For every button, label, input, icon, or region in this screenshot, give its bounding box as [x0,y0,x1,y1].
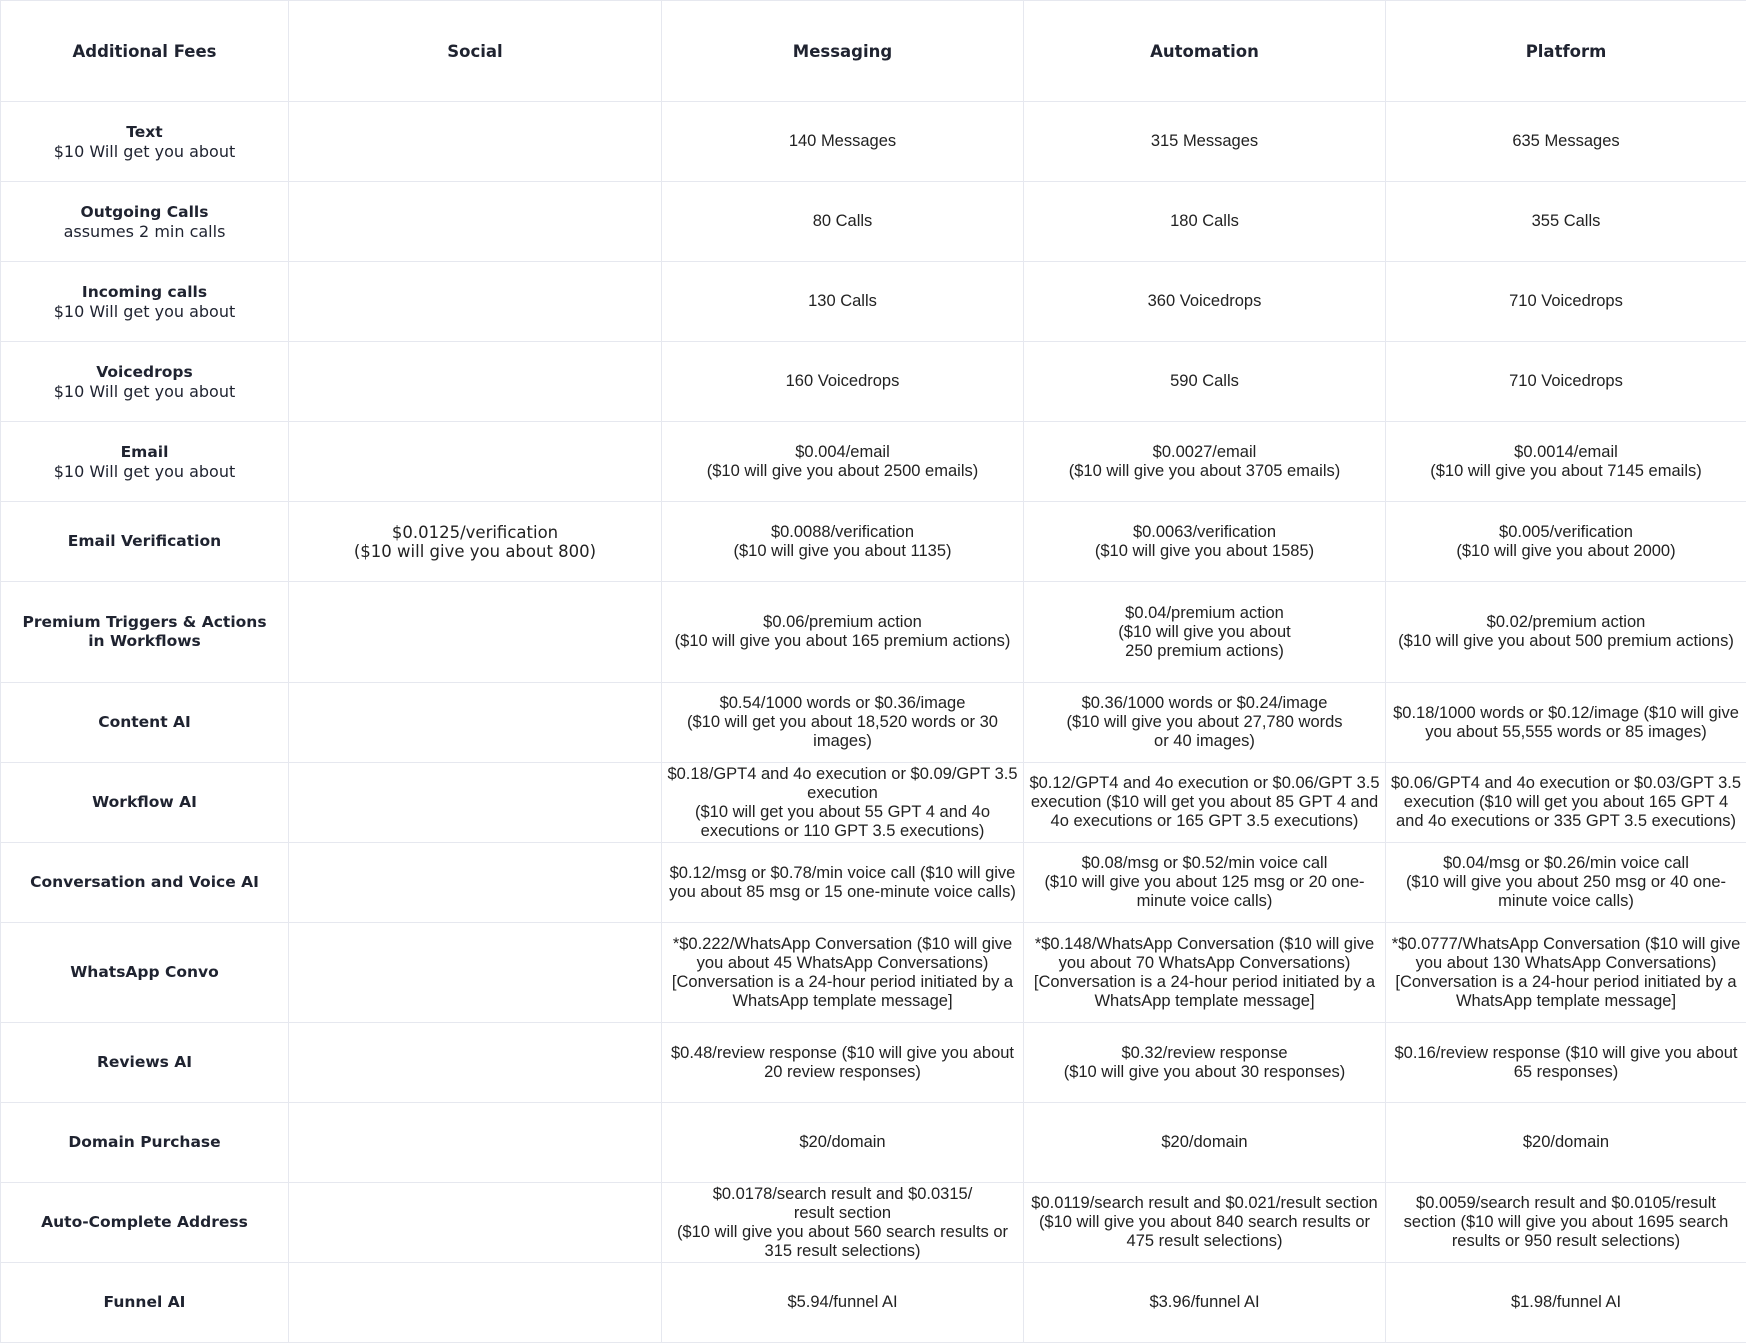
table-row [1,1023,1746,1103]
cell-platform: $0.02/premium action ($10 will give you about 500 premium actions) [1386,582,1746,683]
row-label-cell [1,342,289,422]
cell-automation: $0.0119/search result and $0.021/result section ($10 will give you about 840 search results or 475 result selections) [1024,1183,1386,1263]
cell-platform: 355 Calls [1386,182,1746,262]
cell-platform: $0.005/verification ($10 will give you about 2000) [1386,502,1746,582]
row-label-cell [1,1023,289,1103]
table-row [1,102,1746,182]
cell-social [289,262,662,342]
cell-automation: $0.04/premium action ($10 will give you about 250 premium actions) [1024,582,1386,683]
table-row [1,683,1746,763]
cell-messaging: 130 Calls [662,262,1024,342]
row-label-cell [1,422,289,502]
fee-name: Premium Triggers & Actions in Workflows [22,613,267,650]
fee-name: Voicedrops [96,362,193,381]
table-header-row [1,1,1746,102]
row-label-cell [1,182,289,262]
fee-name: Text [126,122,163,141]
cell-automation: *$0.148/WhatsApp Conversation ($10 will give you about 70 WhatsApp Conversations) [Conversation is a 24-hour period initiated by a WhatsApp template message] [1024,923,1386,1023]
cell-social [289,102,662,182]
cell-messaging: $0.12/msg or $0.78/min voice call ($10 will give you about 85 msg or 15 one-minute voice calls) [662,843,1024,923]
cell-automation: $0.32/review response ($10 will give you about 30 responses) [1024,1023,1386,1103]
table-row [1,422,1746,502]
cell-messaging: *$0.222/WhatsApp Conversation ($10 will give you about 45 WhatsApp Conversations) [Conversation is a 24-hour period initiated by a WhatsApp template message] [662,923,1024,1023]
cell-messaging: $0.18/GPT4 and 4o execution or $0.09/GPT 3.5 execution ($10 will get you about 55 GPT 4 and 4o executions or 110 GPT 3.5 executions) [662,763,1024,843]
cell-messaging: $0.54/1000 words or $0.36/image ($10 will get you about 18,520 words or 30 images) [662,683,1024,763]
row-label-cell [1,1263,289,1343]
row-label-cell [1,1103,289,1183]
row-label-cell [1,502,289,582]
row-label-cell [1,843,289,923]
cell-automation: 590 Calls [1024,342,1386,422]
cell-messaging: $0.0088/verification ($10 will give you about 1135) [662,502,1024,582]
cell-platform: $0.06/GPT4 and 4o execution or $0.03/GPT 3.5 execution ($10 will get you about 165 GPT 4 and 4o executions or 335 GPT 3.5 executions) [1386,763,1746,843]
table-row [1,262,1746,342]
cell-platform: 710 Voicedrops [1386,262,1746,342]
row-label-cell [1,923,289,1023]
table-row [1,502,1746,582]
cell-automation: $20/domain [1024,1103,1386,1183]
fee-name: Reviews AI [96,1053,193,1071]
fee-name: Email [120,442,169,461]
cell-messaging: 160 Voicedrops [662,342,1024,422]
cell-platform: $0.0014/email ($10 will give you about 7145 emails) [1386,422,1746,502]
cell-automation: 315 Messages [1024,102,1386,182]
table-row [1,1183,1746,1263]
cell-social [289,843,662,923]
cell-platform: $0.16/review response ($10 will give you about 65 responses) [1386,1023,1746,1103]
fee-note: $10 Will get you about [53,461,236,481]
header-plan-platform: Platform [1386,1,1746,102]
cell-social [289,1103,662,1183]
fee-name: Content AI [98,713,191,731]
cell-platform: $20/domain [1386,1103,1746,1183]
cell-social [289,422,662,502]
cell-automation: $0.0027/email ($10 will give you about 3705 emails) [1024,422,1386,502]
cell-messaging: $5.94/funnel AI [662,1263,1024,1343]
header-additional-fees: Additional Fees [1,1,289,102]
cell-messaging: 80 Calls [662,182,1024,262]
fee-name: Workflow AI [92,793,197,811]
fee-name: Conversation and Voice AI [30,873,259,891]
cell-messaging: 140 Messages [662,102,1024,182]
cell-platform: $1.98/funnel AI [1386,1263,1746,1343]
cell-messaging: $20/domain [662,1103,1024,1183]
cell-platform: $0.04/msg or $0.26/min voice call ($10 will give you about 250 msg or 40 one-minute voice calls) [1386,843,1746,923]
cell-messaging: $0.48/review response ($10 will give you about 20 review responses) [662,1023,1024,1103]
fee-name: Domain Purchase [68,1133,221,1151]
row-label-cell [1,763,289,843]
cell-social [289,1263,662,1343]
fee-note: $10 Will get you about [53,381,236,401]
fee-name: Outgoing Calls [80,202,209,221]
header-plan-automation: Automation [1024,1,1386,102]
cell-social [289,1023,662,1103]
table-row [1,843,1746,923]
table-row [1,763,1746,843]
cell-automation: 360 Voicedrops [1024,262,1386,342]
cell-messaging: $0.004/email ($10 will give you about 2500 emails) [662,422,1024,502]
cell-automation: $0.36/1000 words or $0.24/image ($10 will give you about 27,780 words or 40 images) [1024,683,1386,763]
table-row [1,1103,1746,1183]
row-label-cell [1,262,289,342]
row-label-cell [1,582,289,683]
fee-name: Auto-Complete Address [41,1213,248,1231]
cell-platform: *$0.0777/WhatsApp Conversation ($10 will give you about 130 WhatsApp Conversations) [Conversation is a 24-hour period initiated by a WhatsApp template message] [1386,923,1746,1023]
cell-messaging: $0.0178/search result and $0.0315/ result section ($10 will give you about 560 search results or 315 result selections) [662,1183,1024,1263]
fee-name: Funnel AI [103,1293,186,1311]
row-label-cell [1,1183,289,1263]
fee-name: Email Verification [67,532,222,550]
cell-platform: 710 Voicedrops [1386,342,1746,422]
cell-platform: 635 Messages [1386,102,1746,182]
header-plan-social: Social [289,1,662,102]
table-row [1,342,1746,422]
cell-social [289,182,662,262]
cell-automation: 180 Calls [1024,182,1386,262]
row-label-cell [1,102,289,182]
table-row [1,582,1746,683]
fee-name: Incoming calls [81,282,208,301]
fee-note: $10 Will get you about [53,141,236,161]
cell-social [289,683,662,763]
cell-social [289,342,662,422]
cell-social [289,923,662,1023]
header-plan-messaging: Messaging [662,1,1024,102]
cell-platform: $0.18/1000 words or $0.12/image ($10 will give you about 55,555 words or 85 images) [1386,683,1746,763]
fee-name: WhatsApp Convo [70,963,219,981]
cell-social [289,763,662,843]
table-row [1,923,1746,1023]
cell-social [289,582,662,683]
fee-note: $10 Will get you about [53,301,236,321]
cell-automation: $0.08/msg or $0.52/min voice call ($10 will give you about 125 msg or 20 one-minute voice calls) [1024,843,1386,923]
table-row [1,1263,1746,1343]
cell-automation: $0.12/GPT4 and 4o execution or $0.06/GPT 3.5 execution ($10 will get you about 85 GPT 4 and 4o executions or 165 GPT 3.5 executions) [1024,763,1386,843]
cell-automation: $3.96/funnel AI [1024,1263,1386,1343]
cell-messaging: $0.06/premium action ($10 will give you about 165 premium actions) [662,582,1024,683]
cell-automation: $0.0063/verification ($10 will give you about 1585) [1024,502,1386,582]
fee-note: assumes 2 min calls [63,221,226,241]
row-label-cell [1,683,289,763]
cell-social [289,1183,662,1263]
table-row [1,182,1746,262]
cell-social: $0.0125/verification ($10 will give you about 800) [289,502,662,582]
cell-platform: $0.0059/search result and $0.0105/result section ($10 will give you about 1695 search results or 950 result selections) [1386,1183,1746,1263]
